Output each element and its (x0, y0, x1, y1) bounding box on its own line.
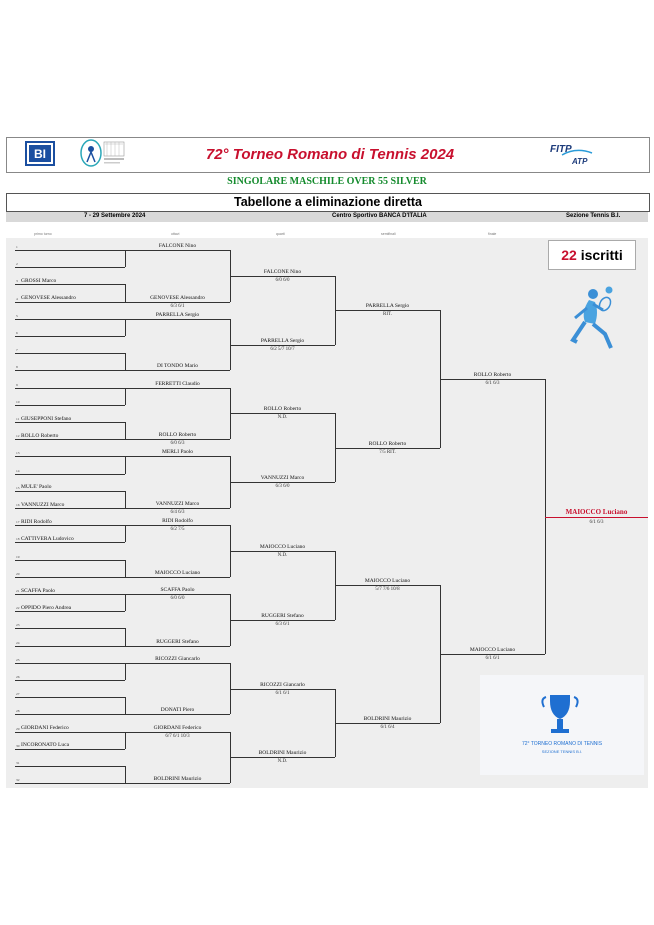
winner-score: 6/1 6/3 (589, 519, 604, 525)
bracket-line (230, 689, 335, 690)
seed-number: 25 (16, 657, 20, 662)
seed-number: 7 (16, 348, 18, 353)
trophy-logo-line1: 72° TORNEO ROMANO DI TENNIS (521, 741, 603, 747)
bracket-line (230, 413, 335, 414)
bracket-line (230, 757, 335, 758)
tournament-venue: Centro Sportivo BANCA D'ITALIA (332, 213, 427, 219)
bracket-line (125, 525, 230, 526)
bracket-line (15, 714, 125, 715)
player-name: INCORONATO Luca (21, 742, 70, 749)
bracket-line (125, 783, 230, 784)
page-title: 72° Torneo Romano di Tennis 2024 (205, 146, 455, 163)
bracket-line (15, 611, 125, 612)
match-score: N.D. (277, 415, 288, 421)
bracket-line (125, 370, 230, 371)
bracket-line (15, 542, 125, 543)
match-score: 6/0 6/0 (275, 277, 290, 283)
bracket-line (125, 594, 230, 595)
bracket-line (335, 448, 440, 449)
winner-line (545, 517, 648, 518)
seed-number: 18 (16, 537, 20, 542)
player-name: RIDI Rodolfo (21, 518, 52, 525)
bracket-line (230, 620, 335, 621)
match-score: N.D. (277, 553, 288, 558)
match-score: 6/3 6/0 (275, 484, 290, 490)
seed-number: 16 (16, 503, 20, 507)
seed-number: 6 (16, 331, 18, 335)
bracket-line (125, 250, 126, 267)
match-score: 6/0 6/3 (170, 441, 185, 447)
player-name: GIORDANI Federico (21, 725, 69, 732)
player-name: MAIOCCO Luciano (364, 578, 411, 585)
player-name: RICOZZI Giancarlo (260, 681, 305, 688)
player-name: GIORDANI Federico (153, 724, 202, 731)
seed-number: 24 (16, 640, 20, 645)
seed-number: 20 (16, 571, 20, 576)
bracket-line (15, 560, 125, 561)
seed-number: 32 (16, 778, 20, 783)
tournament-section: Sezione Tennis B.I. (566, 213, 621, 219)
bracket-line (125, 714, 230, 715)
bracket-line (230, 276, 335, 277)
draw-type-title: Tabellone a eliminazione diretta (6, 193, 650, 212)
bracket-line (15, 388, 125, 389)
seed-number: 17 (16, 520, 20, 525)
player-name: ROLLO Roberto (473, 372, 512, 378)
bracket-line (335, 585, 440, 586)
player-name: MAIOCCO Luciano (154, 569, 201, 576)
player-name: MULE' Paolo (21, 484, 52, 491)
bracket-line (15, 353, 125, 354)
bracket-line (15, 250, 125, 251)
bracket-line (15, 284, 125, 285)
match-score: 6/1 6/1 (275, 690, 290, 696)
atp-text: ATP (572, 157, 588, 166)
seed-number: 10 (16, 399, 20, 404)
bracket-line (125, 456, 126, 473)
round-header-2: ottavi (171, 232, 180, 236)
match-score: 6/1 6/3 (485, 381, 500, 386)
match-score: 6/3 6/1 (170, 303, 185, 309)
bracket-line (335, 310, 440, 311)
bracket-line (15, 628, 125, 629)
tennis-player-icon (565, 282, 620, 352)
bracket-line (125, 732, 230, 733)
bracket-line (15, 439, 125, 440)
player-name: VANNUZZI Marco (21, 501, 65, 508)
bracket-line (230, 482, 335, 483)
player-name: RUGGERI Stefano (156, 638, 199, 645)
match-score: 7/5 RIT. (379, 449, 396, 455)
match-score: 6/2 5/7 10/7 (270, 346, 295, 352)
bracket-line (15, 766, 125, 767)
round-header-4: semifinali (381, 232, 396, 236)
bracket-line (440, 379, 545, 380)
match-score: 6/3 6/1 (275, 621, 290, 627)
player-name: PARRELLA Sergio (155, 311, 200, 318)
bracket-line (440, 654, 545, 655)
seed-number: 11 (16, 417, 20, 421)
seed-number: 12 (16, 434, 20, 439)
player-name: DONATI Piero (160, 707, 195, 714)
player-name: FALCONE Nino (158, 243, 197, 249)
player-name: GROSSI Marco (21, 277, 57, 284)
seed-number: 8 (16, 365, 18, 370)
bracket-line (15, 646, 125, 647)
seed-number: 5 (16, 313, 18, 318)
bracket-line (15, 405, 125, 406)
player-name: SCAFFA Paolo (21, 587, 55, 594)
player-name: MERLI Paolo (161, 449, 193, 456)
seed-number: 9 (16, 382, 18, 387)
category-subtitle: SINGOLARE MASCHILE OVER 55 SILVER (227, 176, 427, 187)
bracket-line (15, 370, 125, 371)
bracket-line (125, 577, 230, 578)
bracket-line (15, 491, 125, 492)
player-name: GENOVESE Alessandro (21, 295, 76, 302)
bracket-line (15, 749, 125, 750)
seed-number: 30 (16, 743, 20, 748)
bracket-line (15, 456, 125, 457)
bracket-line (15, 319, 125, 320)
player-name: ROLLO Roberto (158, 432, 197, 439)
seed-number: 4 (16, 296, 18, 301)
bracket-line (15, 508, 125, 509)
seed-number: 21 (16, 589, 20, 593)
bracket-line (15, 422, 125, 423)
bracket-line (125, 456, 230, 457)
bracket-line (335, 723, 440, 724)
bracket-line (15, 302, 125, 303)
bracket-line (125, 646, 230, 647)
bracket-line (15, 680, 125, 681)
seed-number: 29 (16, 726, 20, 731)
player-name: BOLDRINI Maurizio (153, 776, 202, 783)
bracket-line (125, 388, 230, 389)
iscritti-badge (548, 240, 636, 270)
bracket-line (15, 697, 125, 698)
seed-number: 22 (16, 606, 20, 611)
seed-number: 13 (16, 451, 20, 456)
seed-number: 26 (16, 675, 20, 679)
seed-number: 31 (16, 761, 20, 765)
seed-number: 23 (16, 623, 20, 628)
match-score: RIT. (383, 312, 392, 318)
round-header-1: primo turno (34, 232, 52, 236)
bracket-line (15, 577, 125, 578)
bracket-line (15, 525, 125, 526)
player-name: RUGGERI Stefano (261, 612, 304, 619)
bi-logo-text: BI (34, 147, 46, 161)
seed-number: 1 (16, 245, 18, 249)
player-name: CATTIVERA Ludovico (21, 535, 74, 542)
bracket-line (15, 336, 125, 337)
trophy-logo-line2: SEZIONE TENNIS B.I. (541, 749, 583, 754)
seed-number: 19 (16, 554, 20, 559)
round-header-5: finale (488, 232, 497, 236)
player-name: ROLLO Roberto (21, 432, 59, 439)
seed-number: 2 (16, 262, 18, 267)
bracket-line (15, 732, 125, 733)
player-name: DI TONDO Mario (156, 363, 199, 370)
round-header-3: quarti (276, 232, 285, 236)
iscritti-count: 22 (561, 247, 577, 263)
bracket-line (125, 250, 230, 251)
player-name: FERRETTI Claudio (155, 380, 200, 387)
seed-number: 27 (16, 692, 20, 697)
bracket-line (15, 474, 125, 475)
bracket-line (15, 594, 125, 595)
seed-number: 15 (16, 485, 20, 490)
bracket-line (15, 267, 125, 268)
seed-number: 28 (16, 709, 20, 714)
player-name: GIUSEPPONI Stefano (21, 415, 72, 422)
player-name: MAIOCCO Luciano (469, 647, 516, 654)
player-name: ROLLO Roberto (263, 406, 302, 413)
match-score: 6/0 6/0 (170, 596, 185, 601)
iscritti-label: iscritti (580, 247, 623, 263)
player-name: ROLLO Roberto (368, 440, 407, 447)
player-name: OPPIDO Piero Andrea (21, 604, 72, 611)
match-score: 6/4 6/3 (170, 510, 185, 515)
player-name: VANNUZZI Marco (260, 475, 305, 482)
bracket-line (125, 663, 230, 664)
bracket-line (230, 551, 335, 552)
seed-number: 14 (16, 468, 20, 473)
player-name: RIDI Rodolfo (162, 518, 193, 525)
bracket-line (125, 663, 126, 680)
player-name: PARRELLA Sergio (365, 303, 410, 310)
bracket-line (125, 319, 126, 336)
bracket-line (125, 388, 126, 405)
seed-number: 3 (16, 279, 18, 284)
match-score: 6/1 6/4 (380, 725, 395, 730)
match-score: 6/7 6/1 10/3 (165, 733, 190, 739)
bracket-line (125, 319, 230, 320)
match-score: N.D. (277, 759, 288, 765)
fitp-text: FITP (550, 144, 572, 155)
player-name: PARRELLA Sergio (260, 337, 305, 344)
player-name: FALCONE Nino (263, 268, 302, 275)
player-name: BOLDRINI Maurizio (363, 716, 412, 722)
bracket-line (15, 663, 125, 664)
player-name: MAIOCCO Luciano (259, 544, 306, 550)
player-name: VANNUZZI Marco (155, 501, 200, 507)
match-score: 6/1 6/1 (485, 656, 500, 662)
bracket-line (230, 345, 335, 346)
match-score: 6/2 7/5 (170, 527, 185, 533)
bracket-line (15, 783, 125, 784)
player-name: RICOZZI Giancarlo (155, 655, 200, 662)
match-score: 5/7 7/6 10/8 (375, 587, 400, 593)
bracket-line (125, 439, 230, 440)
winner-name: MAIOCCO Luciano (565, 507, 628, 516)
player-name: SCAFFA Paolo (160, 587, 195, 593)
player-name: BOLDRINI Maurizio (258, 750, 307, 757)
bracket-line (125, 302, 230, 303)
tournament-dates: 7 - 29 Settembre 2024 (84, 213, 146, 219)
player-name: GENOVESE Alessandro (150, 294, 205, 301)
bracket-line (125, 508, 230, 509)
trophy-logo (480, 675, 644, 775)
